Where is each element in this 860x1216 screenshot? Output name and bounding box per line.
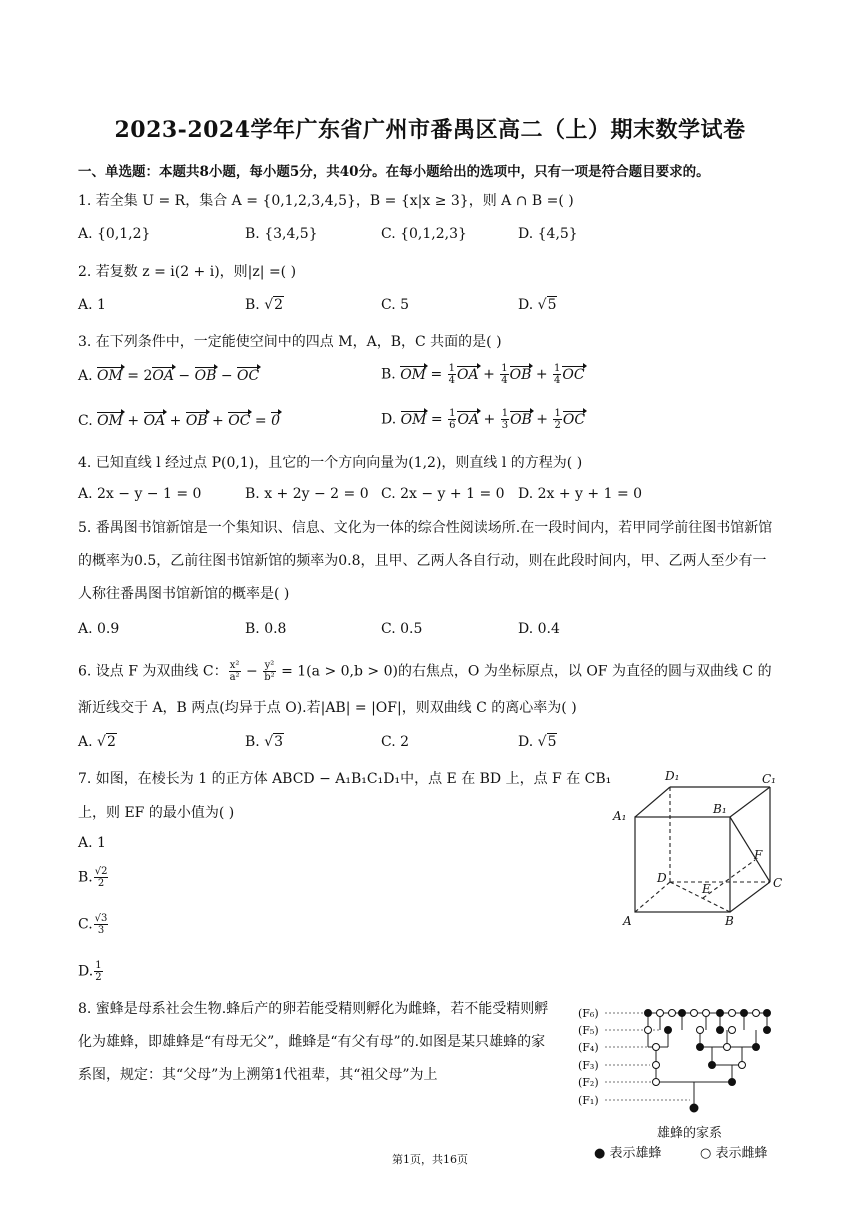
q6-option-b: B. √3 [245,734,284,750]
q7-option-c: C. $\frac{√3}{3}$ [78,913,108,936]
q7-option-d: D. $\frac{1}{2}$ [78,960,102,983]
question-8: 8. 蜜蜂是母系社会生物.蜂后产的卵若能受精则孵化为雌蜂，若不能受精则孵化为雄蜂，即雄蜂是“有母无父”，雌蜂是“有父有母”的.如图是某只雄蜂的家系图，规定：其“父母”为上溯第1代祖辈，其“祖父母”为上 [78,1001,549,1083]
question-4: 4. 已知直线 l 经过点 P(0,1)，且它的一个方向向量为(1,2)，则直线 l 的方程为( ) [78,455,583,471]
figure-caption: 雄蜂的家系 [657,1126,723,1141]
gen-f3: (F₃) [578,1059,599,1072]
label-f: F [754,848,763,862]
q5-option-b: B. 0.8 [245,621,287,637]
section-heading: 一、单选题：本题共8小题，每小题5分，共40分。在每小题给出的选项中，只有一项是符合题目要求的。 [78,164,710,180]
page-title: 2023-2024学年广东省广州市番禺区高二（上）期末数学试卷 [114,117,746,143]
q1-option-c: C. {0,1,2,3} [381,226,467,242]
q1-option-d: D. {4,5} [518,226,578,242]
q5-option-c: C. 0.5 [381,621,423,637]
question-3: 3. 在下列条件中，一定能使空间中的四点 M，A，B，C 共面的是( ) [78,334,502,350]
gen-f4: (F₄) [578,1041,599,1054]
label-a: A [623,914,632,928]
q1-option-b: B. {3,4,5} [245,226,318,242]
q3-option-a: A. OM = 2OA − OB − OC [78,368,260,384]
q5-option-d: D. 0.4 [518,621,560,637]
question-7-line1: 7. 如图，在棱长为 1 的正方体 ABCD − A₁B₁C₁D₁中，点 E 在 BD 上，点 F 在 CB₁ [78,771,612,787]
q6-option-c: C. 2 [381,734,410,750]
label-b1: B₁ [713,802,727,816]
q2-option-c: C. 5 [381,297,410,313]
q4-option-a: A. 2x − y − 1 = 0 [78,486,202,502]
gen-f1: (F₁) [578,1094,599,1107]
legend-female: ○ 表示雌蜂 [700,1146,768,1161]
gen-f2: (F₂) [578,1076,599,1089]
q3-option-b: B. OM = $\frac{1}{4}$ OA + $\frac{1}{4}$ OB + $\frac{1}{4}$ OC [381,363,585,386]
label-d: D [657,871,667,885]
q7-option-a: A. 1 [78,835,106,851]
gen-f6: (F₆) [578,1007,599,1020]
q2-option-b: B. √2 [245,297,284,313]
page-footer: 第1页，共16页 [392,1153,468,1166]
label-e: E [702,882,711,896]
q3-option-c: C. OM + OA + OB + OC = 0 [78,413,280,429]
q1-option-a: A. {0,1,2} [78,226,151,242]
question-7-line2: 上，则 EF 的最小值为( ) [78,805,235,821]
q4-option-b: B. x + 2y − 2 = 0 [245,486,369,502]
q5-option-a: A. 0.9 [78,621,120,637]
question-1: 1. 若全集 U = R，集合 A = {0,1,2,3,4,5}，B = {x|x ≥ 3}，则 A ∩ B =( ) [78,193,574,209]
question-5: 5. 番禺图书馆新馆是一个集知识、信息、文化为一体的综合性阅读场所.在一段时间内，若甲同学前往图书馆新馆的概率为0.5，乙前往图书馆新馆的频率为0.8，且甲、乙两人各自行动，则在此段时间内，甲、乙两人至少有一人称往番禺图书馆新馆的概率是( ) [78,520,773,602]
question-6-line2: 渐近线交于 A，B 两点(均异于点 O).若|AB| = |OF|，则双曲线 C 的离心率为( ) [78,700,577,716]
q6-option-a: A. √2 [78,734,116,750]
q4-option-c: C. 2x − y + 1 = 0 [381,486,505,502]
legend-male: ● 表示雄蜂 [594,1146,662,1161]
label-c1: C₁ [762,772,776,786]
label-a1: A₁ [613,809,627,823]
label-d1: D₁ [665,769,680,783]
q7-option-b: B. $\frac{√2}{2}$ [78,866,108,889]
q6-option-d: D. √5 [518,734,557,750]
question-6-line1: 6. 设点 F 为双曲线 C： $\frac{\text{x²}}{\text{a²}}$ − $\frac{\text{y²}}{\text{b²}}$ = 1(a > 0,b > 0)的右焦点，O 为坐标原点，以 OF 为直径的圆与双曲线 C 的 [78,660,772,683]
q2-option-a: A. 1 [78,297,106,313]
question-2: 2. 若复数 z = i(2 + i)，则|z| =( ) [78,264,297,280]
gen-f5: (F₅) [578,1024,599,1037]
q2-option-d: D. √5 [518,297,557,313]
q4-option-d: D. 2x + y + 1 = 0 [518,486,643,502]
label-c: C [773,876,783,890]
q3-option-d: D. OM = $\frac{1}{6}$ OA + $\frac{1}{3}$ OB + $\frac{1}{2}$ OC [381,408,586,431]
cube-figure [605,765,795,935]
label-b: B [725,914,734,928]
bee-family-tree-figure [572,998,787,1168]
